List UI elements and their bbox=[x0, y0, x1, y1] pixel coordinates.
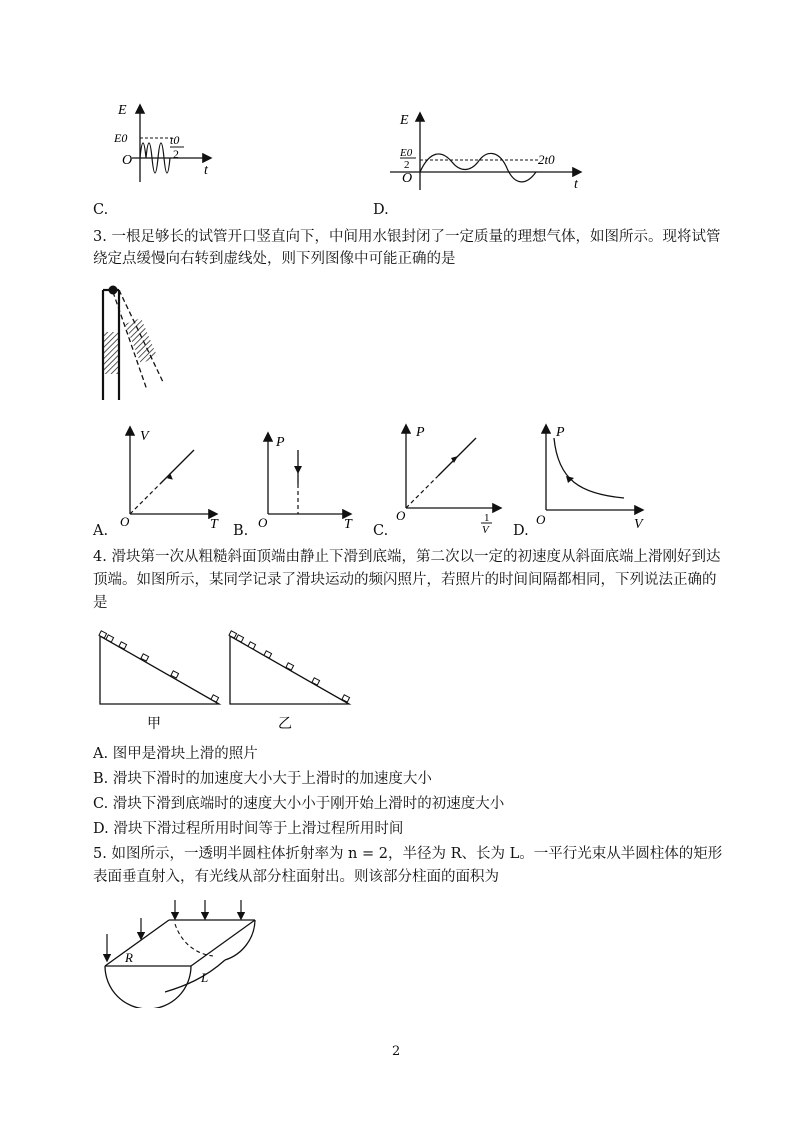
q3-option-d-label[interactable]: D. bbox=[513, 523, 529, 539]
q4-option-c[interactable]: C. 滑块下滑到底端时的速度大小小于刚开始上滑时的初速度大小 bbox=[93, 796, 505, 812]
q5-label-r: R bbox=[125, 950, 133, 965]
q4-stem-line1: 4. 滑块第一次从粗糙斜面顶端由静止下滑到底端，第二次以一定的初速度从斜面底端上滑刚好到达 bbox=[93, 549, 721, 565]
q3c-o: O bbox=[396, 508, 406, 523]
c-y-axis: E bbox=[118, 103, 127, 118]
q3-option-a-label[interactable]: A. bbox=[93, 523, 109, 539]
q3-tube-diagram bbox=[95, 282, 175, 404]
q3b-o: O bbox=[258, 515, 268, 528]
q4-option-a[interactable]: A. 图甲是滑块上滑的照片 bbox=[93, 746, 258, 762]
q5-half-cylinder-diagram bbox=[95, 898, 265, 1008]
q3-graph-a bbox=[110, 422, 225, 532]
q3c-y: P bbox=[416, 425, 425, 440]
q3c-x-den: V bbox=[482, 524, 489, 535]
q3-stem-line2: 绕定点缓慢向右转到虚线处，则下列图像中可能正确的是 bbox=[93, 251, 456, 267]
d-e-num: E0 bbox=[400, 147, 413, 159]
d-y-axis: E bbox=[400, 113, 409, 128]
q3c-x-num: 1 bbox=[484, 512, 490, 524]
q3d-o: O bbox=[536, 512, 546, 527]
q4-slope-diagrams bbox=[95, 628, 355, 733]
q3a-o: O bbox=[120, 514, 130, 529]
c-e0-mark: E0 bbox=[114, 131, 128, 145]
d-2t0: 2t0 bbox=[538, 152, 555, 167]
q3-option-b-label[interactable]: B. bbox=[233, 523, 249, 539]
q5-stem-line1: 5. 如图所示，一透明半圆柱体折射率为 n = 2，半径为 R、长为 L。一平行光束从半圆柱体的矩形 bbox=[93, 846, 723, 862]
q3d-x: V bbox=[634, 517, 643, 532]
q4-option-b[interactable]: B. 滑块下滑时的加速度大小大于上滑时的加速度大小 bbox=[93, 771, 432, 787]
q3a-x: T bbox=[210, 517, 218, 532]
q3-graph-b bbox=[250, 428, 360, 528]
c-origin: O bbox=[122, 153, 133, 168]
option-d-label: D. bbox=[373, 202, 389, 218]
q3-stem-line1: 3. 一根足够长的试管开口竖直向下，中间用水银封闭了一定质量的理想气体，如图所示。现将试管 bbox=[93, 229, 721, 245]
d-origin: O bbox=[402, 171, 413, 186]
q4-label-yi: 乙 bbox=[278, 717, 292, 732]
q3-option-c-label[interactable]: C. bbox=[373, 523, 389, 539]
q4-stem-line2: 顶端。如图所示，某同学记录了滑块运动的频闪照片，若照片的时间间隔都相同，下列说法正确的 bbox=[93, 572, 717, 588]
d-e-den: 2 bbox=[404, 159, 410, 171]
q4-stem-line3: 是 bbox=[93, 595, 108, 611]
q5-stem-line2: 表面垂直射入，有光线从部分柱面射出。则该部分柱面的面积为 bbox=[93, 869, 499, 885]
q3b-y: P bbox=[276, 435, 285, 450]
q5-label-l: L bbox=[201, 970, 209, 985]
page-number: 2 bbox=[392, 1044, 401, 1059]
option-c-label: C. bbox=[93, 202, 109, 218]
q3b-x: T bbox=[344, 517, 352, 528]
q3-graph-d bbox=[530, 420, 650, 532]
q3-graph-c bbox=[390, 420, 510, 535]
c-t-den: 2 bbox=[173, 147, 179, 161]
q3a-y: V bbox=[140, 429, 149, 444]
c-x-axis: t bbox=[204, 163, 208, 178]
d-x-axis: t bbox=[574, 177, 578, 190]
c-t-num: t0 bbox=[170, 133, 180, 147]
q4-option-d[interactable]: D. 滑块下滑过程所用时间等于上滑过程所用时间 bbox=[93, 821, 404, 837]
option-c-e-t-graph bbox=[110, 100, 220, 185]
q3d-y: P bbox=[556, 425, 565, 440]
option-d-e-t-graph bbox=[370, 110, 590, 190]
q4-label-jia: 甲 bbox=[147, 717, 161, 732]
